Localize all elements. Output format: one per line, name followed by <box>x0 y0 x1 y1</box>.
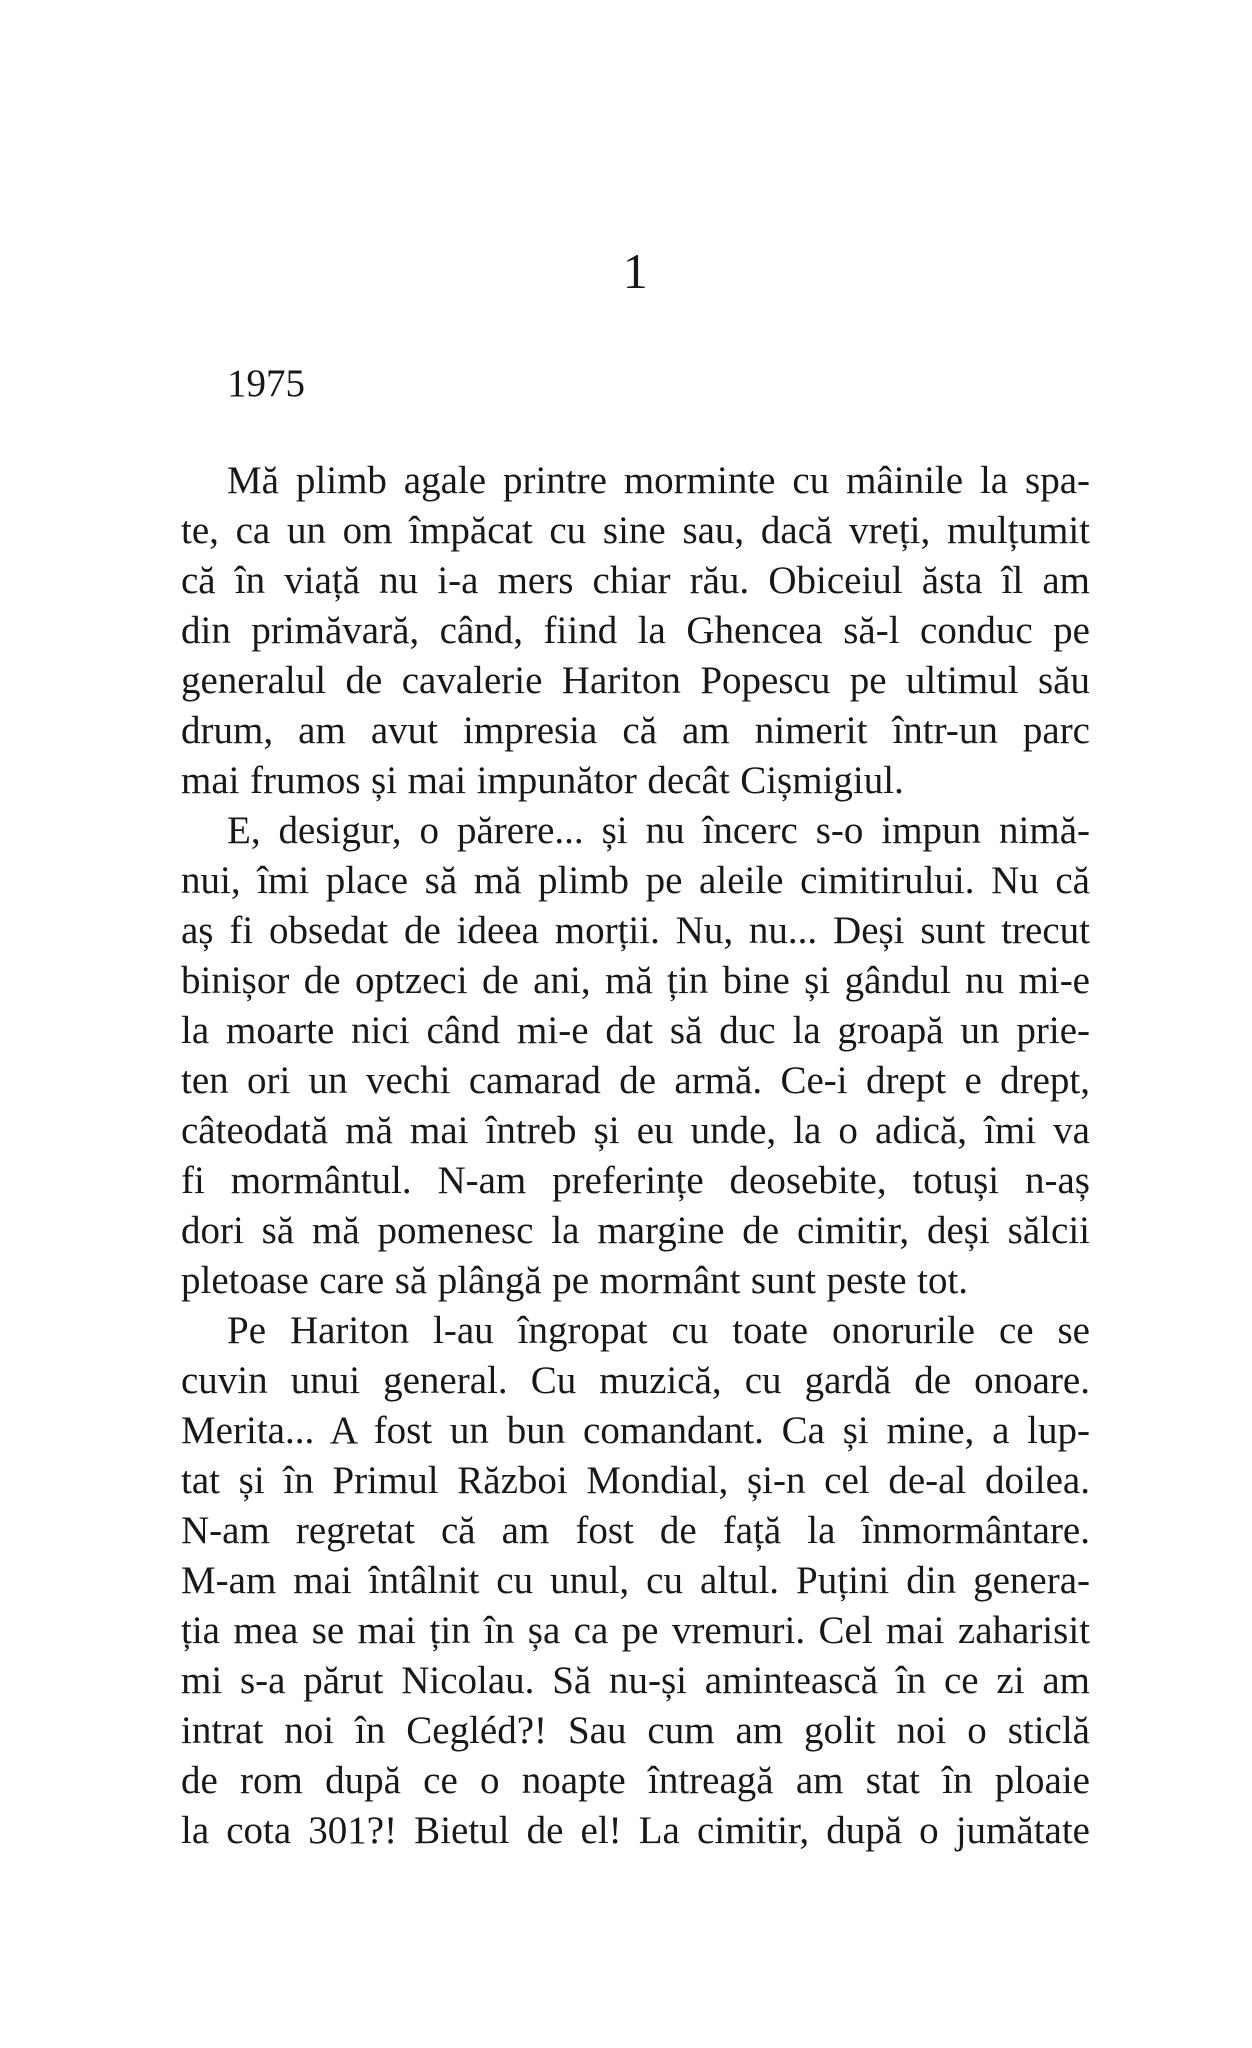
text-line: mi s-a părut Nicolau. Să nu-și amintească în ce zi am <box>181 1659 1090 1702</box>
text-line: dori să mă pomenesc la margine de cimitir, deși sălcii <box>181 1209 1090 1252</box>
text-line: fi mormântul. N-am preferințe deosebite, totuși n-aș <box>181 1159 1090 1202</box>
text-line: pletoase care să plângă pe mormânt sunt peste tot. <box>181 1259 969 1302</box>
text-line: că în viață nu i-a mers chiar rău. Obiceiul ăsta îl am <box>181 559 1090 602</box>
text-line: generalul de cavalerie Hariton Popescu pe ultimul său <box>181 659 1090 702</box>
text-line: aș fi obsedat de ideea morții. Nu, nu... Deși sunt trecut <box>181 909 1090 952</box>
text-line: la moarte nici când mi-e dat să duc la groapă un prie- <box>181 1009 1090 1052</box>
text-line: ția mea se mai țin în șa ca pe vremuri. Cel mai zaharisit <box>181 1609 1090 1652</box>
text-line: din primăvară, când, fiind la Ghencea să-l conduc pe <box>181 609 1090 652</box>
text-line: intrat noi în Cegléd?! Sau cum am golit noi o sticlă <box>181 1709 1090 1752</box>
text-line: la cota 301?! Bietul de el! La cimitir, după o jumătate <box>181 1809 1090 1852</box>
text-line: câteodată mă mai întreb și eu unde, la o adică, îmi va <box>181 1109 1090 1152</box>
text-line: nui, îmi place să mă plimb pe aleile cimitirului. Nu că <box>181 859 1090 902</box>
year-heading: 1975 <box>227 362 305 405</box>
text-line: Pe Hariton l-au îngropat cu toate onorurile ce se <box>227 1309 1090 1352</box>
text-line: te, ca un om împăcat cu sine sau, dacă vreți, mulțumit <box>181 509 1090 552</box>
text-line: M-am mai întâlnit cu unul, cu altul. Puțini din genera- <box>181 1559 1090 1602</box>
text-line: tat și în Primul Război Mondial, și-n cel de-al doilea. <box>181 1459 1090 1502</box>
text-line: binișor de optzeci de ani, mă țin bine și gândul nu mi-e <box>181 959 1090 1002</box>
text-line: E, desigur, o părere... și nu încerc s-o impun nimă- <box>227 809 1090 852</box>
chapter-number: 1 <box>622 243 649 299</box>
text-line: cuvin unui general. Cu muzică, cu gardă de onoare. <box>181 1359 1090 1402</box>
text-line: Merita... A fost un bun comandant. Ca și mine, a lup- <box>181 1409 1090 1452</box>
text-line: N-am regretat că am fost de față la înmormântare. <box>181 1509 1090 1552</box>
text-line: ten ori un vechi camarad de armă. Ce-i drept e drept, <box>181 1059 1090 1102</box>
text-line: mai frumos și mai impunător decât Cișmigiul. <box>181 759 904 802</box>
text-line: drum, am avut impresia că am nimerit într-un parc <box>181 709 1090 752</box>
text-line: Mă plimb agale printre morminte cu mâinile la spa- <box>227 459 1090 502</box>
text-line: de rom după ce o noapte întreagă am stat în ploaie <box>181 1759 1090 1802</box>
body-text-block <box>181 456 1090 1856</box>
